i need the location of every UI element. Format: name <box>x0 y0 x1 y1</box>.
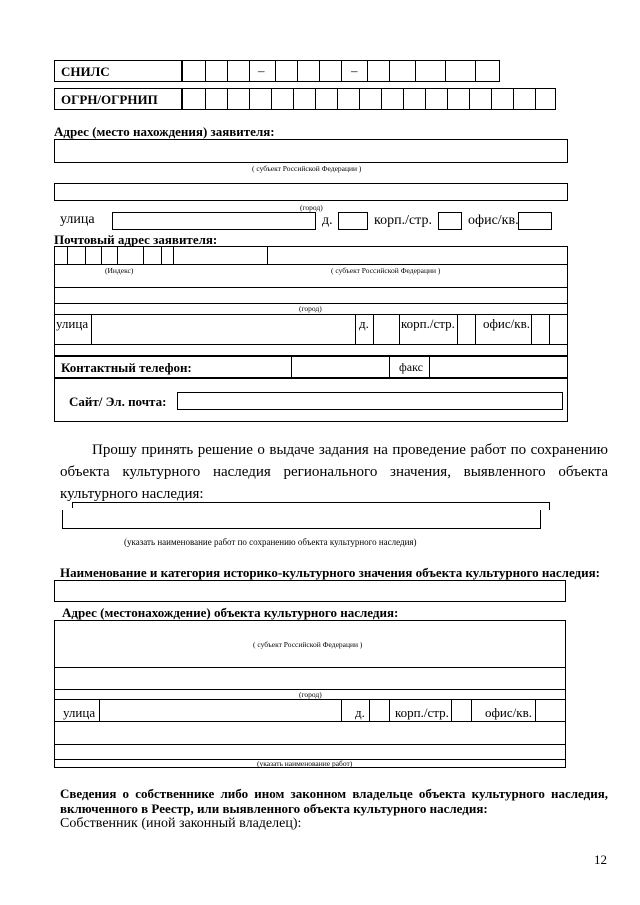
applicant-house-label: д. <box>322 213 333 228</box>
applicant-city-hint: (город) <box>300 203 323 212</box>
snils-dash-1: – <box>258 63 265 78</box>
applicant-address-label: Адрес (место нахождения) заявителя: <box>54 124 275 139</box>
object-name-field[interactable] <box>54 580 566 602</box>
site-label: Сайт/ Эл. почта: <box>69 394 167 409</box>
postal-address-label: Почтовый адрес заявителя: <box>54 232 218 247</box>
phone-row <box>54 356 568 378</box>
postal-address-block <box>54 246 568 356</box>
phone-label: Контактный телефон: <box>61 360 192 375</box>
postal-corp-label: корп./стр. <box>401 316 455 331</box>
applicant-city-field[interactable] <box>54 183 568 201</box>
object-address-block <box>54 620 566 768</box>
ogrn-input[interactable] <box>182 88 556 110</box>
applicant-office-field[interactable] <box>518 212 552 230</box>
applicant-subject-hint: ( субъект Российской Федерации ) <box>252 164 362 173</box>
postal-office-label: офис/кв. <box>483 316 530 331</box>
snils-dash-2: – <box>351 63 358 78</box>
object-city-hint: (город) <box>299 690 322 699</box>
fax-field[interactable] <box>430 357 568 377</box>
object-address-label: Адрес (местонахождение) объекта культурного наследия: <box>62 605 399 620</box>
owner-line: Собственник (иной законный владелец): <box>60 816 302 831</box>
postal-street-label: улица <box>56 316 89 331</box>
postal-subject-hint: ( субъект Российской Федерации ) <box>331 266 441 275</box>
applicant-house-field[interactable] <box>338 212 368 230</box>
snils-row <box>54 60 182 82</box>
page-number: 12 <box>594 852 607 867</box>
owner-heading: Сведения о собственнике либо ином законном владельце объекта культурного наследия, включенного в Реестр, или выявленного объекта культурного наследия: <box>60 786 608 816</box>
object-subject-hint: ( субъект Российской Федерации ) <box>253 640 363 649</box>
postal-city-hint: (город) <box>299 304 322 313</box>
site-field[interactable] <box>177 392 563 410</box>
object-street-label: улица <box>63 705 96 720</box>
object-office-label: офис/кв. <box>485 705 532 720</box>
object-name-label: Наименование и категория историко-культурного значения объекта культурного наследия: <box>60 565 600 580</box>
ogrn-row <box>54 88 182 110</box>
fax-label: факс <box>399 360 423 374</box>
snils-label: СНИЛС <box>61 64 110 79</box>
applicant-subject-field[interactable] <box>54 139 568 163</box>
object-works-hint: (указать наименование работ) <box>257 759 353 768</box>
applicant-street-field[interactable] <box>112 212 316 230</box>
snils-input[interactable] <box>182 60 500 82</box>
applicant-corp-label: корп./стр. <box>374 213 432 228</box>
applicant-street-label: улица <box>60 212 95 227</box>
works-hint: (указать наименование работ по сохранению объекта культурного наследия) <box>124 537 417 547</box>
site-row <box>54 378 568 422</box>
ogrn-label: ОГРН/ОГРНИП <box>61 92 158 107</box>
postal-house-label: д. <box>359 316 369 331</box>
works-field[interactable] <box>62 502 550 528</box>
applicant-office-label: офис/кв. <box>468 213 519 228</box>
phone-field[interactable] <box>292 357 388 377</box>
object-house-label: д. <box>355 705 365 720</box>
object-corp-label: корп./стр. <box>395 705 449 720</box>
postal-index-hint: (Индекс) <box>105 266 134 275</box>
request-text: Прошу принять решение о выдаче задания на проведение работ по сохранению объекта культурного наследия регионального значения, выявленного объекта культурного наследия: <box>60 442 608 502</box>
applicant-corp-field[interactable] <box>438 212 462 230</box>
